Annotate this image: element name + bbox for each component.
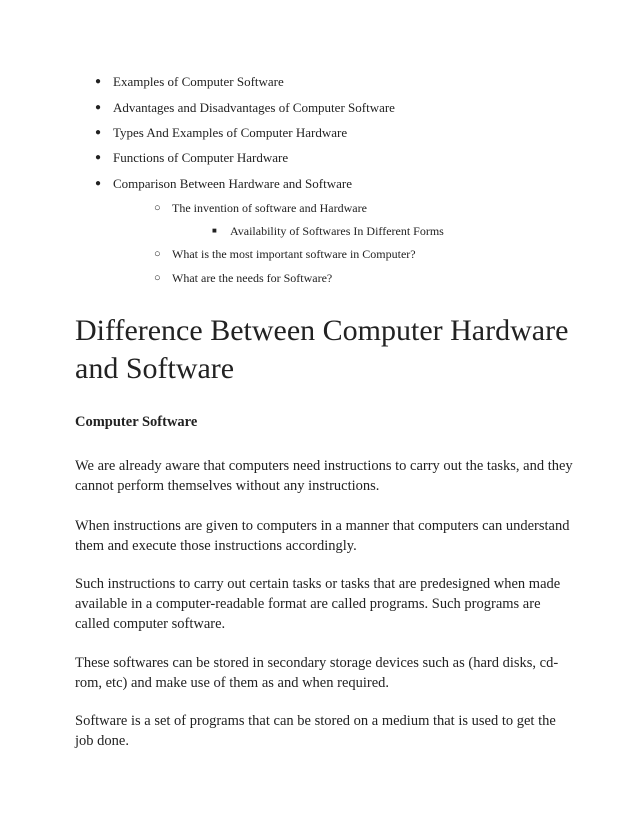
toc-item-label[interactable]: Availability of Softwares In Different Forms <box>230 224 444 238</box>
toc-item-label[interactable]: Examples of Computer Software <box>113 74 284 89</box>
toc-item-label[interactable]: Advantages and Disadvantages of Computer Software <box>113 100 395 115</box>
toc-item-label[interactable]: The invention of software and Hardware <box>172 201 367 215</box>
toc-item-label[interactable]: What is the most important software in Computer? <box>172 247 416 261</box>
bullet-filled-circle-icon: ● <box>95 102 102 113</box>
toc-item-label[interactable]: Comparison Between Hardware and Software <box>113 176 352 191</box>
paragraph: These softwares can be stored in secondary storage devices such as (hard disks, cd-rom, etc) and make use of them as and when required. <box>75 655 559 691</box>
bullet-filled-circle-icon: ● <box>95 178 102 189</box>
bullet-filled-circle-icon: ● <box>95 76 102 87</box>
toc-item-label[interactable]: Functions of Computer Hardware <box>113 150 289 165</box>
bullet-filled-circle-icon: ● <box>95 152 102 163</box>
bullet-hollow-circle-icon: ○ <box>154 248 161 260</box>
page-title: Difference Between Computer Hardware and Software <box>75 314 569 385</box>
section-heading: Computer Software <box>75 414 198 430</box>
bullet-square-icon: ■ <box>212 226 217 235</box>
bullet-hollow-circle-icon: ○ <box>154 202 161 214</box>
paragraph: We are already aware that computers need instructions to carry out the tasks, and they cannot perform themselves without any instructions. <box>75 458 573 494</box>
toc-item-label[interactable]: What are the needs for Software? <box>172 271 333 285</box>
paragraph: When instructions are given to computers in a manner that computers can understand them and execute those instructions accordingly. <box>75 518 570 554</box>
bullet-filled-circle-icon: ● <box>95 127 102 138</box>
paragraph: Software is a set of programs that can be stored on a medium that is used to get the job done. <box>75 713 556 749</box>
bullet-hollow-circle-icon: ○ <box>154 272 161 284</box>
paragraph: Such instructions to carry out certain tasks or tasks that are predesigned when made available in a computer-readable format are called programs. Such programs are called computer software. <box>75 576 561 632</box>
toc-item-label[interactable]: Types And Examples of Computer Hardware <box>113 125 348 140</box>
